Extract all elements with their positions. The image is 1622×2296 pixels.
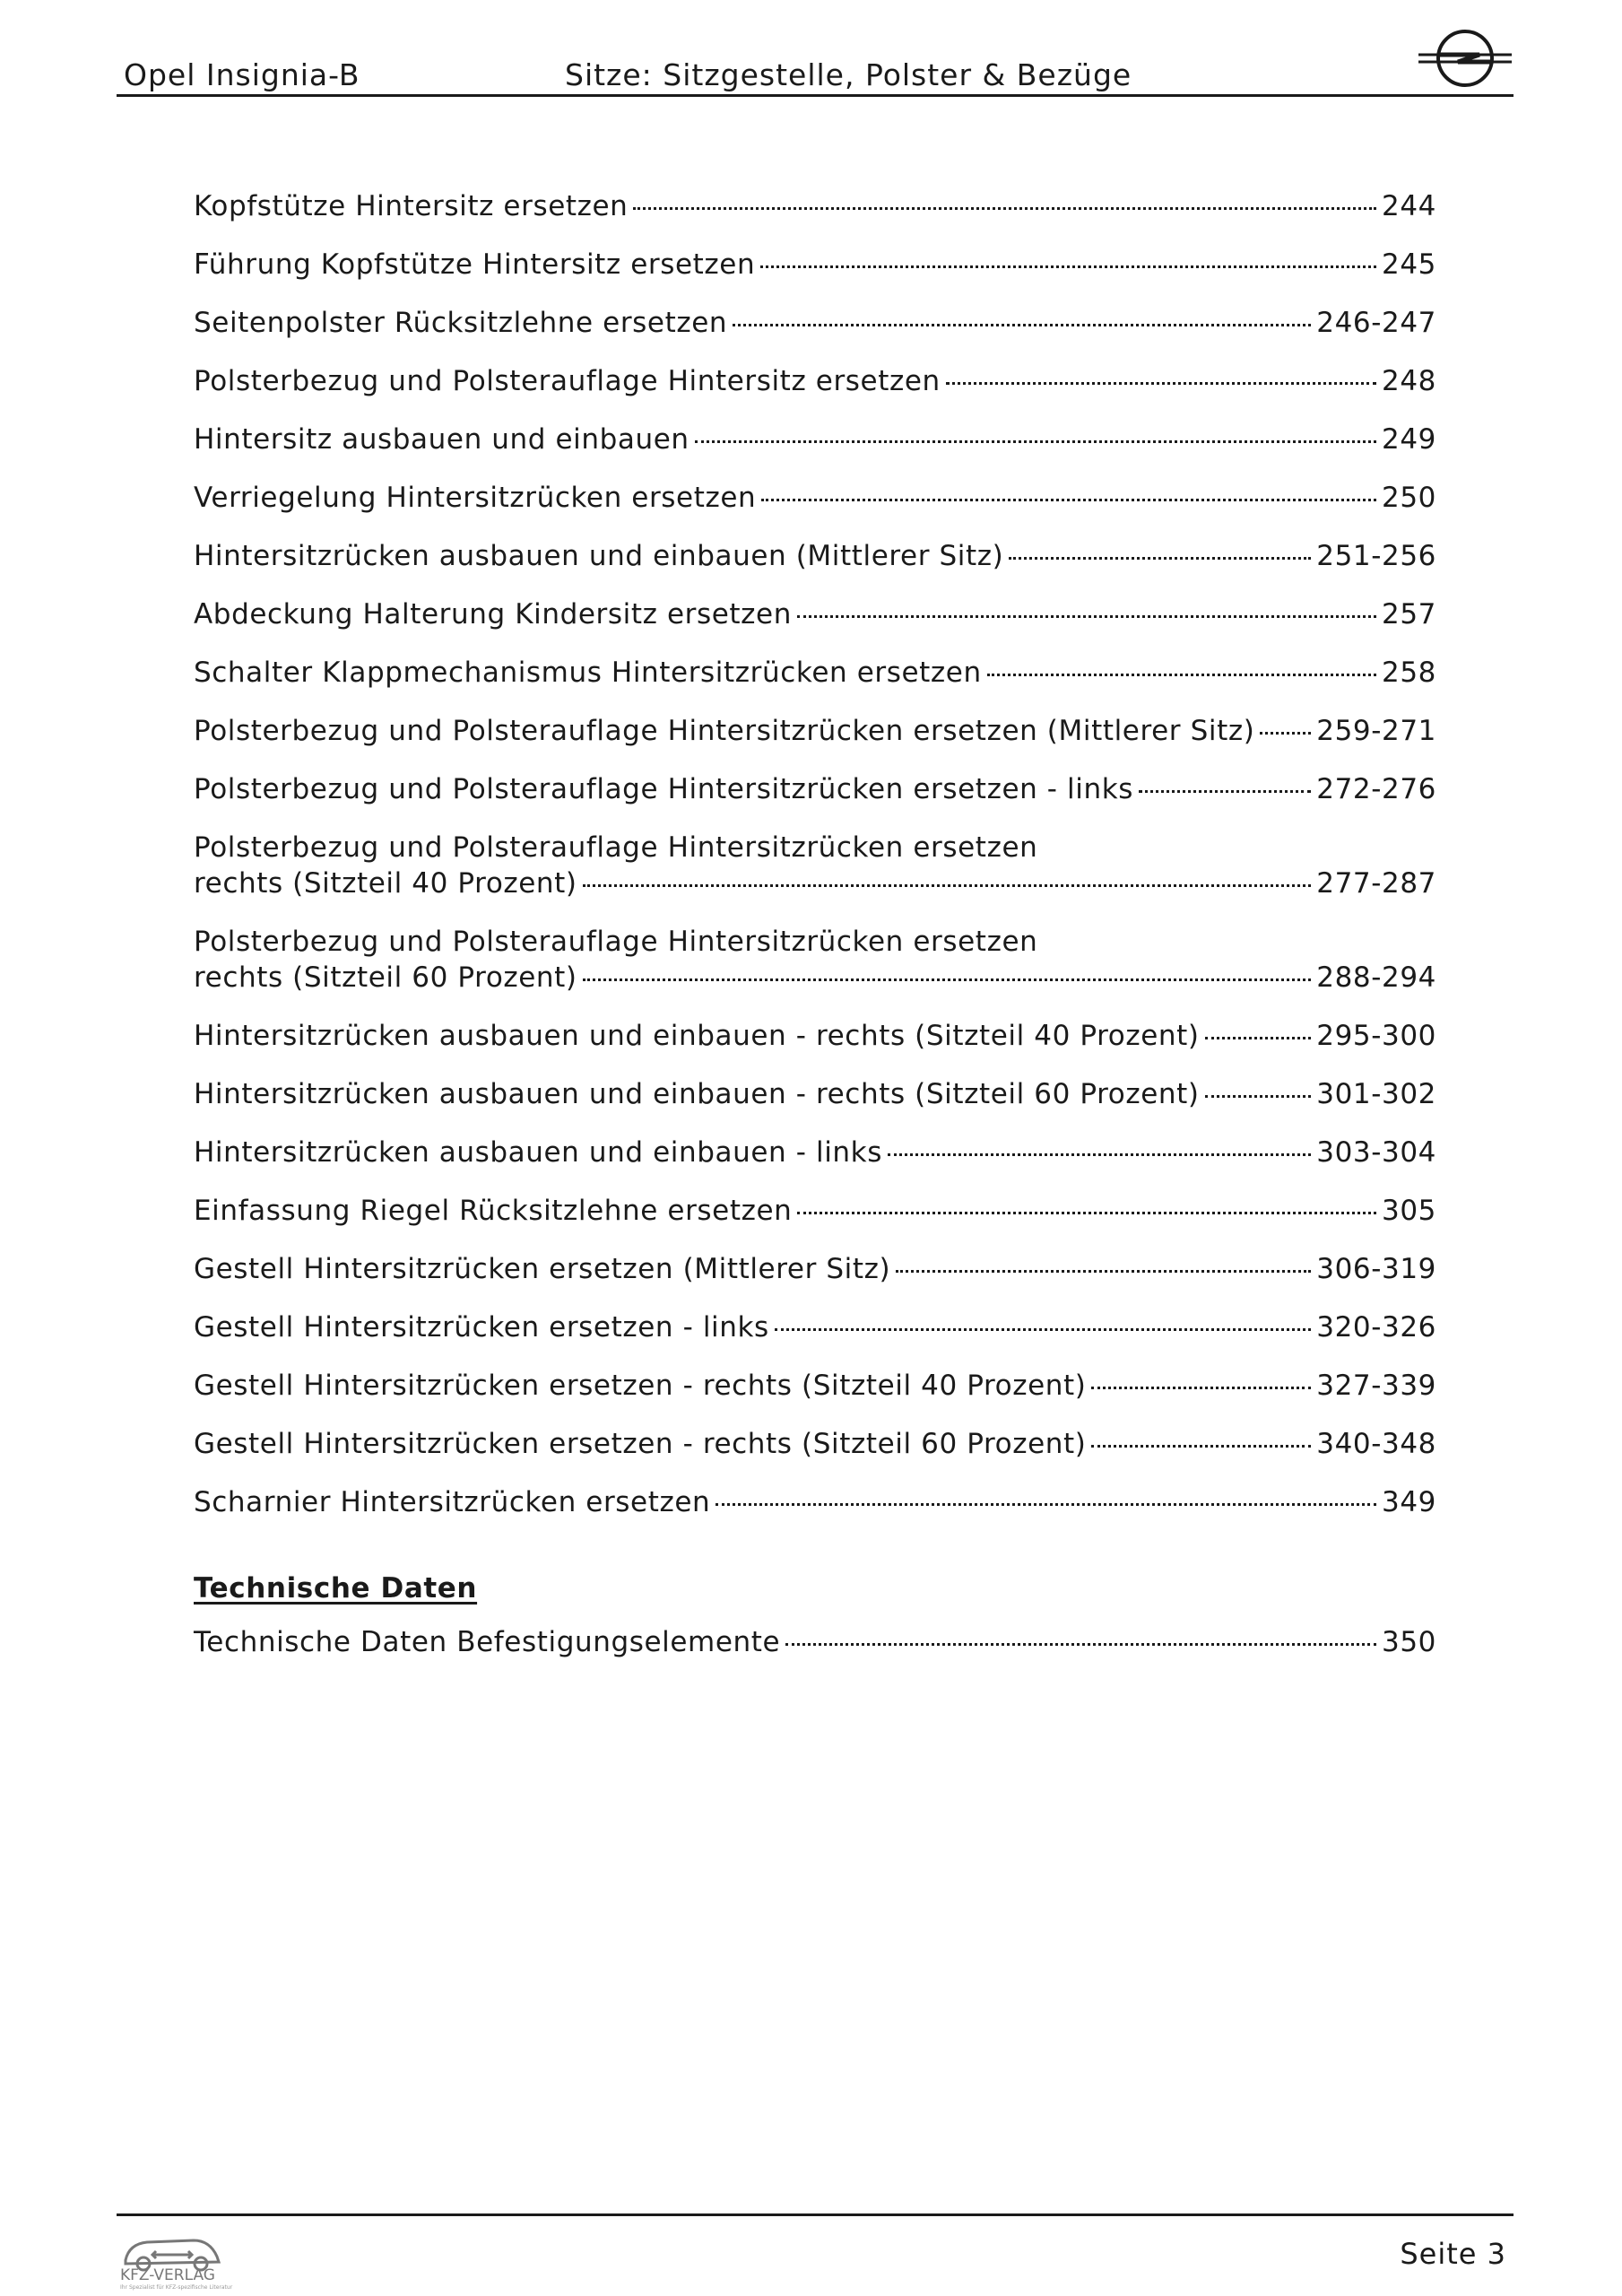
toc-leader-dots <box>733 324 1311 326</box>
toc-entry-page: 327-339 <box>1316 1370 1436 1402</box>
toc-entry-title: Seitenpolster Rücksitzlehne ersetzen <box>194 307 728 339</box>
toc-entry-title: Scharnier Hintersitzrücken ersetzen <box>194 1486 711 1518</box>
toc-entry <box>194 1368 1436 1404</box>
toc-entry <box>194 1135 1436 1170</box>
toc-entry-page: 295-300 <box>1316 1020 1436 1052</box>
toc-leader-dots <box>785 1643 1376 1646</box>
toc-leader-dots <box>1205 1037 1312 1039</box>
toc-entry-title: Gestell Hintersitzrücken ersetzen (Mittlerer Sitz) <box>194 1253 891 1285</box>
header-brand: Opel Insignia-B <box>124 57 360 92</box>
toc-entry-page: 277-287 <box>1316 867 1436 900</box>
toc-entry <box>194 924 1436 996</box>
toc-entry-title: rechts (Sitzteil 40 Prozent) <box>194 867 577 900</box>
toc-entry-page: 250 <box>1382 482 1436 514</box>
toc-entry <box>194 1309 1436 1345</box>
toc-entry-line2 <box>194 960 1436 996</box>
toc-entry-title: Kopfstütze Hintersitz ersetzen <box>194 190 629 222</box>
toc-entry-page: 244 <box>1382 190 1436 222</box>
toc-entry <box>194 1251 1436 1287</box>
header-rule <box>117 94 1514 97</box>
toc-entry-title: Polsterbezug und Polsterauflage Hintersitzrücken ersetzen (Mittlerer Sitz) <box>194 715 1255 747</box>
toc-leader-dots <box>1260 732 1311 735</box>
toc-entry-title: Führung Kopfstütze Hintersitz ersetzen <box>194 248 756 281</box>
toc-entry-page: 246-247 <box>1316 307 1436 339</box>
toc-entry <box>194 1426 1436 1462</box>
toc-entry <box>194 480 1436 516</box>
page-number: Seite 3 <box>1400 2237 1506 2271</box>
toc-leader-dots <box>761 499 1376 501</box>
section-heading: Technische Daten <box>194 1572 478 1605</box>
toc-entry-page: 249 <box>1382 423 1436 456</box>
publisher-name: KFZ-VERLAG <box>120 2266 215 2284</box>
toc-entry <box>194 1076 1436 1112</box>
toc-entry-title: rechts (Sitzteil 60 Prozent) <box>194 961 577 994</box>
toc-leader-dots <box>1139 790 1311 793</box>
toc-leader-dots <box>716 1503 1376 1506</box>
kfz-verlag-car-wrench-icon <box>117 2224 233 2292</box>
toc-entry <box>194 713 1436 749</box>
toc-entry-title: Abdeckung Halterung Kindersitz ersetzen <box>194 598 792 631</box>
toc-entry-title: Gestell Hintersitzrücken ersetzen - rechts (Sitzteil 40 Prozent) <box>194 1370 1087 1402</box>
toc-leader-dots <box>888 1153 1311 1156</box>
toc-leader-dots <box>775 1328 1311 1331</box>
toc-leader-dots <box>1205 1095 1312 1098</box>
toc-leader-dots <box>896 1270 1311 1273</box>
toc-entry <box>194 538 1436 574</box>
toc-entry-page: 251-256 <box>1316 540 1436 572</box>
footer-rule <box>117 2213 1514 2216</box>
toc-entry-title-line1: Polsterbezug und Polsterauflage Hintersitzrücken ersetzen <box>194 926 1038 958</box>
toc-entry-title: Einfassung Riegel Rücksitzlehne ersetzen <box>194 1195 793 1227</box>
toc-entry <box>194 188 1436 224</box>
table-of-contents <box>194 188 1436 1683</box>
toc-entry-title: Polsterbezug und Polsterauflage Hintersitz ersetzen <box>194 365 941 397</box>
toc-entry-page: 248 <box>1382 365 1436 397</box>
page-header <box>117 54 1514 95</box>
toc-entry-title: Hintersitzrücken ausbauen und einbauen - links <box>194 1136 882 1169</box>
toc-entry-page: 320-326 <box>1316 1311 1436 1344</box>
toc-entry-page: 257 <box>1382 598 1436 631</box>
toc-entry-title-line1: Polsterbezug und Polsterauflage Hintersitzrücken ersetzen <box>194 831 1038 864</box>
toc-entry-page: 288-294 <box>1316 961 1436 994</box>
toc-entry-title: Hintersitzrücken ausbauen und einbauen (Mittlerer Sitz) <box>194 540 1004 572</box>
toc-leader-dots <box>797 615 1376 618</box>
publisher-tagline: Ihr Spezialist für KFZ-spezifische Literatur <box>120 2284 233 2291</box>
toc-entry <box>194 363 1436 399</box>
toc-entry <box>194 1018 1436 1054</box>
toc-leader-dots <box>1009 557 1311 560</box>
toc-entry-title: Technische Daten Befestigungselemente <box>194 1626 781 1658</box>
toc-leader-dots <box>797 1212 1376 1214</box>
toc-entry-title: Hintersitzrücken ausbauen und einbauen - rechts (Sitzteil 40 Prozent) <box>194 1020 1200 1052</box>
toc-entry-title: Hintersitzrücken ausbauen und einbauen - rechts (Sitzteil 60 Prozent) <box>194 1078 1200 1110</box>
toc-entry-page: 303-304 <box>1316 1136 1436 1169</box>
header-subject: Sitze: Sitzgestelle, Polster & Bezüge <box>565 57 1132 92</box>
toc-entry-page: 245 <box>1382 248 1436 281</box>
toc-entry-page: 350 <box>1382 1626 1436 1658</box>
toc-entry <box>194 247 1436 283</box>
toc-entry-page: 340-348 <box>1316 1428 1436 1460</box>
toc-entry-page: 306-319 <box>1316 1253 1436 1285</box>
toc-entry-title: Gestell Hintersitzrücken ersetzen - links <box>194 1311 769 1344</box>
toc-entry <box>194 830 1436 901</box>
toc-leader-dots <box>583 884 1312 887</box>
toc-entry <box>194 1624 1436 1660</box>
toc-entry <box>194 1193 1436 1229</box>
toc-entry <box>194 422 1436 457</box>
toc-entry-page: 272-276 <box>1316 773 1436 805</box>
toc-entry-title: Polsterbezug und Polsterauflage Hintersitzrücken ersetzen - links <box>194 773 1134 805</box>
page-footer <box>117 2213 1514 2296</box>
toc-leader-dots <box>760 265 1376 268</box>
toc-entry-page: 349 <box>1382 1486 1436 1518</box>
toc-entry-page: 305 <box>1382 1195 1436 1227</box>
toc-leader-dots <box>695 440 1376 443</box>
toc-entry-title: Schalter Klappmechanismus Hintersitzrücken ersetzen <box>194 657 982 689</box>
toc-entry-title: Verriegelung Hintersitzrücken ersetzen <box>194 482 757 514</box>
toc-leader-dots <box>946 382 1376 385</box>
toc-entry <box>194 305 1436 341</box>
opel-blitz-icon <box>1415 27 1515 90</box>
toc-leader-dots <box>633 207 1376 210</box>
toc-leader-dots <box>1091 1445 1311 1448</box>
toc-entry-page: 258 <box>1382 657 1436 689</box>
toc-entry-page: 301-302 <box>1316 1078 1436 1110</box>
toc-leader-dots <box>1091 1387 1311 1389</box>
toc-entry <box>194 771 1436 807</box>
toc-entry-line2 <box>194 865 1436 901</box>
toc-entry-title: Hintersitz ausbauen und einbauen <box>194 423 690 456</box>
toc-entry-title: Gestell Hintersitzrücken ersetzen - rechts (Sitzteil 60 Prozent) <box>194 1428 1087 1460</box>
toc-entry <box>194 655 1436 691</box>
toc-entry <box>194 596 1436 632</box>
toc-leader-dots <box>987 674 1376 676</box>
toc-leader-dots <box>583 978 1312 981</box>
toc-entry <box>194 1484 1436 1520</box>
toc-entry-page: 259-271 <box>1316 715 1436 747</box>
